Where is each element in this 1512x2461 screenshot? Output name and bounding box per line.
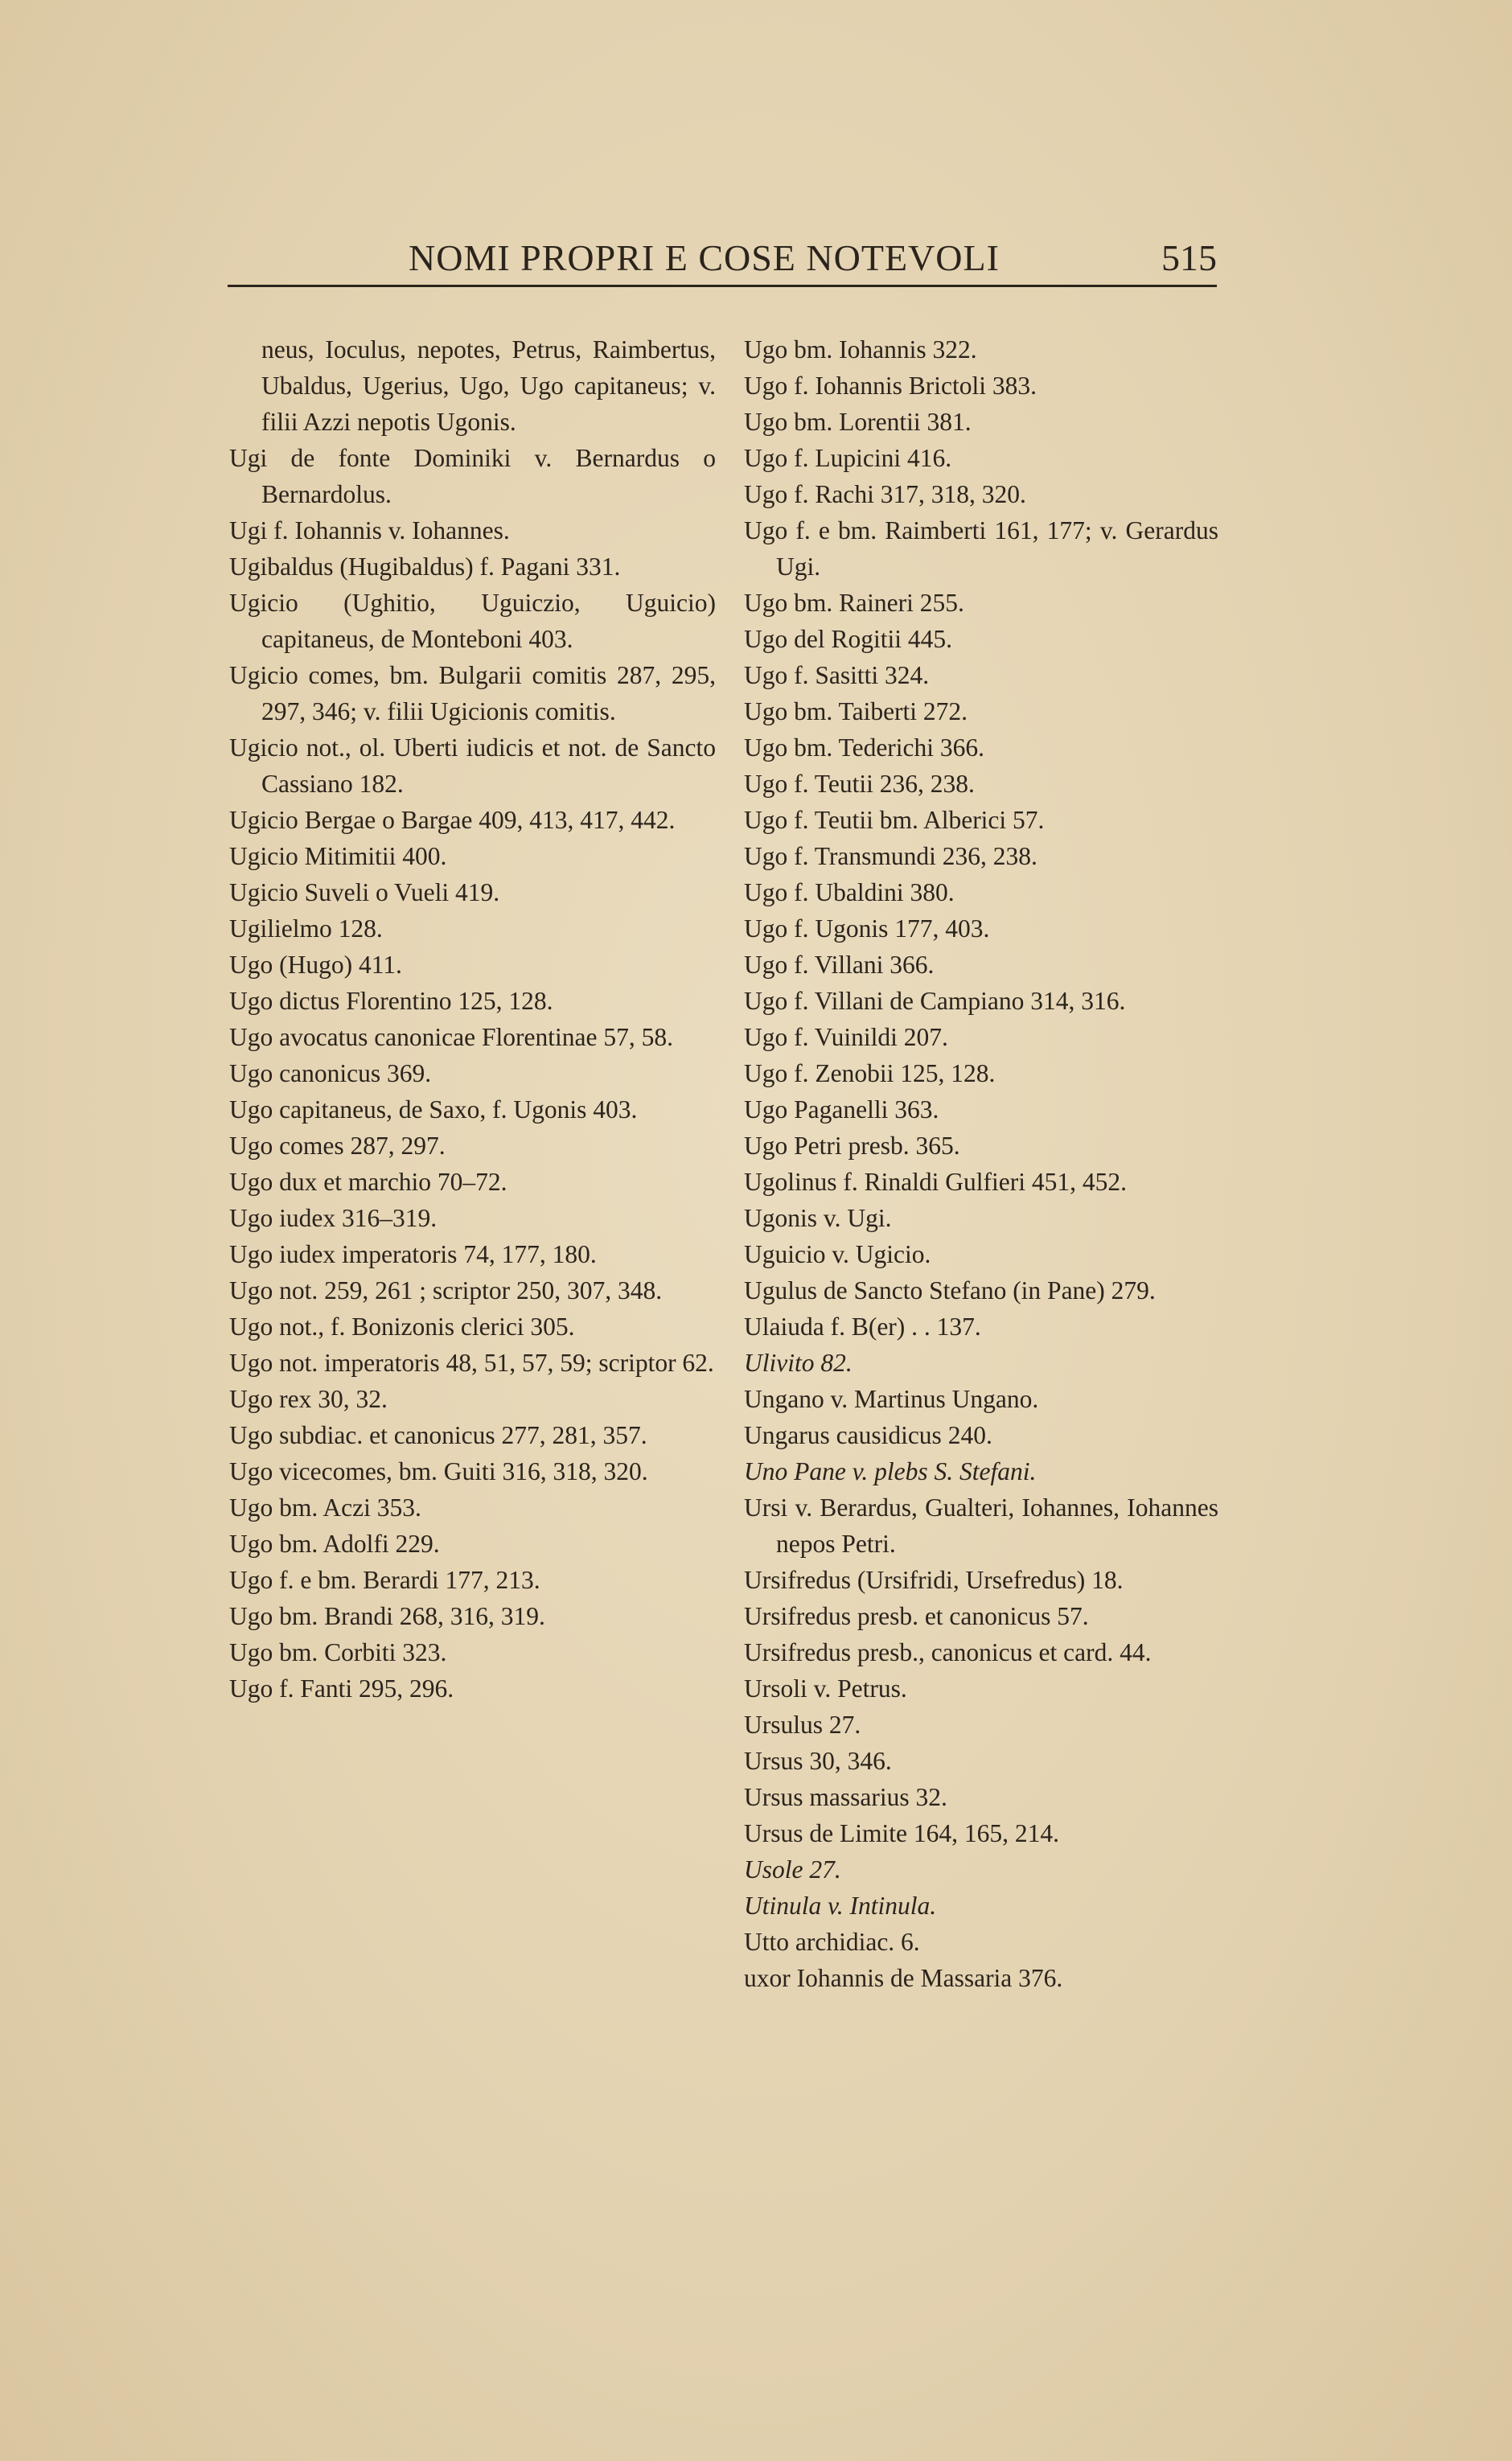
index-entry: Ugi f. Iohannis v. Iohannes. bbox=[229, 516, 510, 544]
index-entry: Uguicio v. Ugicio. bbox=[744, 1240, 931, 1268]
index-entry: Ugo f. Iohannis Brictoli 383. bbox=[744, 372, 1037, 400]
header-title: NOMI PROPRI E COSE NOTEVOLI bbox=[409, 237, 1000, 278]
index-entry: Ugo dictus Florentino 125, 128. bbox=[229, 987, 553, 1015]
index-entry: Ugo Petri presb. 365. bbox=[744, 1132, 960, 1160]
index-entry: Ulivito 82. bbox=[744, 1349, 853, 1377]
index-entry: Ugo vicecomes, bm. Guiti 316, 318, 320. bbox=[229, 1457, 648, 1485]
index-entry: Ursulus 27. bbox=[744, 1711, 861, 1739]
index-entry: Ugibaldus (Hugibaldus) f. Pagani 331. bbox=[229, 553, 621, 581]
index-entry: Ugulus de Sancto Stefano (in Pane) 279. bbox=[744, 1276, 1156, 1304]
index-entry: Ulaiuda f. B(er) . . 137. bbox=[744, 1313, 981, 1341]
index-entry: Ugo bm. Iohannis 322. bbox=[744, 335, 977, 364]
index-entry: Ugo capitaneus, de Saxo, f. Ugonis 403. bbox=[229, 1095, 638, 1124]
index-entry: Ursifredus presb., canonicus et card. 44. bbox=[744, 1638, 1152, 1666]
index-entry: Ugicio comes, bm. Bulgarii comitis 287, 295, 297, 346; v. filii Ugicionis comitis. bbox=[229, 661, 716, 725]
index-entry: Ugo del Rogitii 445. bbox=[744, 625, 952, 653]
index-entry: Ugo f. Ugonis 177, 403. bbox=[744, 914, 990, 943]
index-entry: Ugilielmo 128. bbox=[229, 914, 383, 943]
index-entry: Ugo bm. Tederichi 366. bbox=[744, 733, 985, 762]
index-entry: Ugo not. imperatoris 48, 51, 57, 59; scriptor 62. bbox=[229, 1349, 714, 1377]
index-entry: Utto archidiac. 6. bbox=[744, 1928, 920, 1956]
index-entry: Ugo rex 30, 32. bbox=[229, 1385, 388, 1413]
index-entry: Ursifredus presb. et canonicus 57. bbox=[744, 1602, 1089, 1630]
index-entry: Ugo not., f. Bonizonis clerici 305. bbox=[229, 1313, 575, 1341]
index-entry: Ursifredus (Ursifridi, Ursefredus) 18. bbox=[744, 1566, 1124, 1594]
index-entry: Uno Pane v. plebs S. Stefani. bbox=[744, 1457, 1037, 1485]
index-entry: Ugo bm. Lorentii 381. bbox=[744, 408, 972, 436]
index-entry: Ugicio not., ol. Uberti iudicis et not. de Sancto Cassiano 182. bbox=[229, 733, 716, 798]
index-entry: Ugicio (Ughitio, Uguiczio, Uguicio) capitaneus, de Monteboni 403. bbox=[229, 589, 716, 653]
index-entry: Ursus massarius 32. bbox=[744, 1783, 947, 1811]
index-entry: Ugo f. Rachi 317, 318, 320. bbox=[744, 480, 1026, 508]
index-entry: Ursus de Limite 164, 165, 214. bbox=[744, 1819, 1059, 1847]
index-entry: Ugo bm. Taiberti 272. bbox=[744, 697, 968, 725]
index-column-right bbox=[744, 331, 1218, 1996]
index-entry: Ugicio Mitimitii 400. bbox=[229, 842, 447, 870]
index-entry: Ugo f. Vuinildi 207. bbox=[744, 1023, 948, 1051]
index-entry: Ugo canonicus 369. bbox=[229, 1059, 432, 1087]
index-entry: Ugo bm. Raineri 255. bbox=[744, 589, 964, 617]
index-entry: uxor Iohannis de Massaria 376. bbox=[744, 1964, 1063, 1992]
index-entry: Ugo f. Transmundi 236, 238. bbox=[744, 842, 1037, 870]
index-entry: Ugo bm. Corbiti 323. bbox=[229, 1638, 447, 1666]
index-entry: Ugo bm. Aczi 353. bbox=[229, 1493, 421, 1522]
index-entry: Ugo Paganelli 363. bbox=[744, 1095, 939, 1124]
index-entry: Ursoli v. Petrus. bbox=[744, 1674, 907, 1703]
index-entry: Ungano v. Martinus Ungano. bbox=[744, 1385, 1039, 1413]
index-entry: Ugicio Bergae o Bargae 409, 413, 417, 442. bbox=[229, 806, 676, 834]
index-entry: Ugo f. Lupicini 416. bbox=[744, 444, 952, 472]
index-entry: Ugo comes 287, 297. bbox=[229, 1132, 446, 1160]
index-entry: Ugo f. Villani 366. bbox=[744, 951, 935, 979]
index-entry: Ugo not. 259, 261 ; scriptor 250, 307, 348. bbox=[229, 1276, 663, 1304]
index-entry: Ursi v. Berardus, Gualteri, Iohannes, Iohannes nepos Petri. bbox=[744, 1493, 1218, 1558]
index-entry: Ugo iudex imperatoris 74, 177, 180. bbox=[229, 1240, 597, 1268]
index-entry: Ugo f. Fanti 295, 296. bbox=[229, 1674, 454, 1703]
index-entry: Ugonis v. Ugi. bbox=[744, 1204, 892, 1232]
index-entry: Ugo avocatus canonicae Florentinae 57, 58. bbox=[229, 1023, 673, 1051]
index-entry: Ugo f. Teutii 236, 238. bbox=[744, 770, 975, 798]
index-entry: Utinula v. Intinula. bbox=[744, 1892, 937, 1920]
index-entry: Ugo f. Ubaldini 380. bbox=[744, 878, 955, 906]
index-entry: Ugicio Suveli o Vueli 419. bbox=[229, 878, 500, 906]
index-entry: Ugo dux et marchio 70–72. bbox=[229, 1168, 507, 1196]
index-column-left bbox=[229, 331, 716, 1707]
index-entry: Ugo iudex 316–319. bbox=[229, 1204, 438, 1232]
index-entry: Ugolinus f. Rinaldi Gulfieri 451, 452. bbox=[744, 1168, 1127, 1196]
index-entry: Ugo (Hugo) 411. bbox=[229, 951, 402, 979]
index-entry: Ugo f. e bm. Raimberti 161, 177; v. Gerardus Ugi. bbox=[744, 516, 1218, 581]
index-entry: Ugo bm. Brandi 268, 316, 319. bbox=[229, 1602, 545, 1630]
page-number: 515 bbox=[1161, 237, 1217, 278]
index-entry: Ugi de fonte Dominiki v. Bernardus o Bernardolus. bbox=[229, 444, 716, 508]
index-entry: Ugo f. Zenobii 125, 128. bbox=[744, 1059, 996, 1087]
index-entry: Usole 27. bbox=[744, 1855, 841, 1884]
index-entry: Ugo f. Sasitti 324. bbox=[744, 661, 930, 689]
index-entry: Ugo f. Villani de Campiano 314, 316. bbox=[744, 987, 1126, 1015]
index-entry: Ungarus causidicus 240. bbox=[744, 1421, 992, 1449]
index-entry: Ugo f. e bm. Berardi 177, 213. bbox=[229, 1566, 540, 1594]
index-entry: Ugo bm. Adolfi 229. bbox=[229, 1530, 440, 1558]
index-entry: Ugo f. Teutii bm. Alberici 57. bbox=[744, 806, 1045, 834]
index-entry: neus, Ioculus, nepotes, Petrus, Raimbertus, Ubaldus, Ugerius, Ugo, Ugo capitaneus; v. filii Azzi nepotis Ugonis. bbox=[261, 335, 716, 436]
index-entry: Ugo subdiac. et canonicus 277, 281, 357. bbox=[229, 1421, 647, 1449]
index-entry: Ursus 30, 346. bbox=[744, 1747, 892, 1775]
running-header bbox=[228, 228, 1217, 287]
